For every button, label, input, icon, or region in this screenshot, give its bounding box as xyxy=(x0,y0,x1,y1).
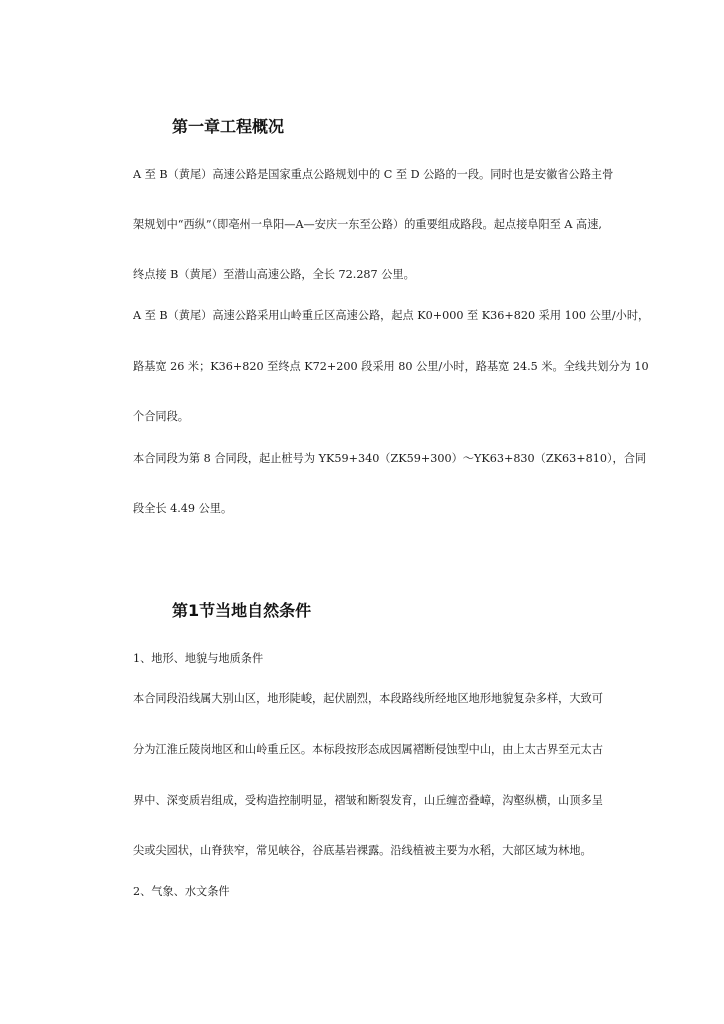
paragraph-line: 分为江淮丘陵岗地区和山岭重丘区。本标段按形态成因属褶断侵蚀型中山，由上太古界至元太古 xyxy=(133,743,603,756)
paragraph-line: 尖或尖园状，山脊狭窄，常见峡谷，谷底基岩裸露。沿线植被主要为水稻，大部区域为林地。 xyxy=(133,844,592,857)
paragraph-line: 个合同段。 xyxy=(133,410,189,423)
paragraph-line: A 至 B（黄尾）高速公路是国家重点公路规划中的 C 至 D 公路的一段。同时也是安徽省公路主骨 xyxy=(133,168,614,181)
chapter-title: 第一章工程概况 xyxy=(172,117,285,136)
paragraph-line: 路基宽 26 米；K36+820 至终点 K72+200 段采用 80 公里/小时，路基宽 24.5 米。全线共划分为 10 xyxy=(133,360,649,373)
paragraph-line: 本合同段为第 8 合同段，起止桩号为 YK59+340（ZK59+300）～YK63+830（ZK63+810），合同 xyxy=(133,452,647,465)
paragraph-line: 段全长 4.49 公里。 xyxy=(133,502,233,515)
paragraph-line: A 至 B（黄尾）高速公路采用山岭重丘区高速公路，起点 K0+000 至 K36+820 采用 100 公里/小时， xyxy=(133,309,650,322)
paragraph-line: 终点接 B（黄尾）至潜山高速公路，全长 72.287 公里。 xyxy=(133,268,415,281)
subheading-line: 1、地形、地貌与地质条件 xyxy=(133,652,264,665)
paragraph-line: 本合同段沿线属大别山区，地形陡峻，起伏剧烈，本段路线所经地区地形地貌复杂多样，大致可 xyxy=(133,692,603,705)
paragraph-line: 界中、深变质岩组成，受构造控制明显，褶皱和断裂发育，山丘缠峦叠嶂，沟壑纵横，山顶多呈 xyxy=(133,794,603,807)
paragraph-line: 架规划中“西纵”（即亳州一阜阳—A—安庆一东至公路）的重要组成路段。起点接阜阳至 A 高速, xyxy=(133,218,602,231)
subheading-line: 2、气象、水文条件 xyxy=(133,885,230,898)
section-title: 第1节当地自然条件 xyxy=(172,601,312,620)
